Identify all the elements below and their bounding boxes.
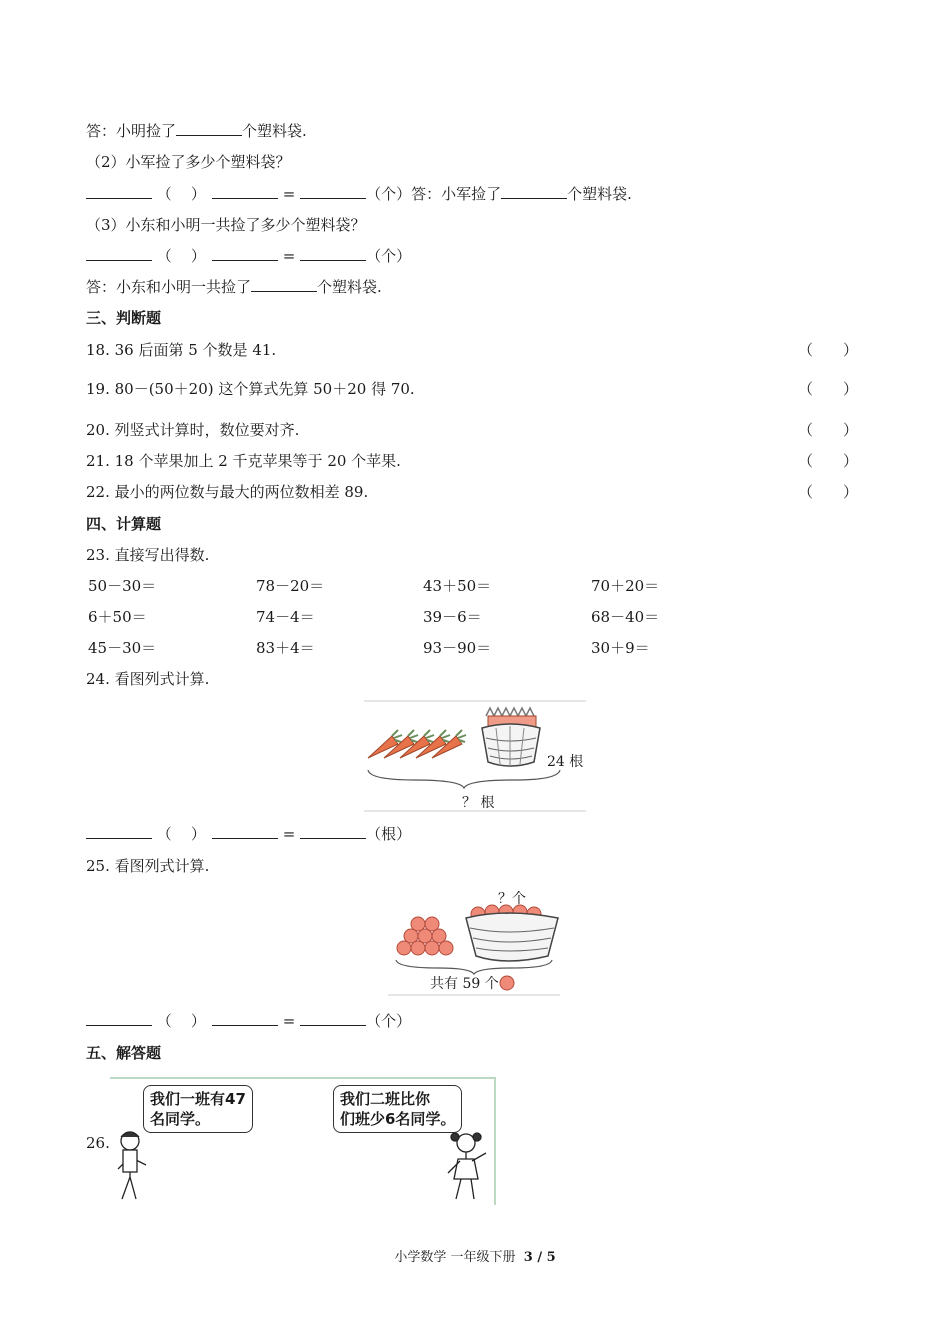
q17-part3-equation: （ ） = （个） — [86, 246, 411, 266]
q24-prompt: 24. 看图列式计算. — [86, 670, 210, 688]
section-title: 三、判断题 — [86, 309, 162, 327]
boy-icon — [118, 1132, 146, 1199]
basket-icon — [466, 905, 558, 961]
equation-blank[interactable] — [86, 246, 152, 261]
calc-item[interactable]: 78－20＝ — [256, 577, 325, 595]
section-title: 四、计算题 — [86, 515, 162, 533]
judge-question: 19. 80－(50＋20) 这个算式先算 50＋20 得 70. — [86, 380, 415, 398]
equation-blank[interactable] — [86, 184, 152, 199]
q26-figure — [110, 1077, 496, 1207]
calc-item[interactable]: 30＋9＝ — [591, 639, 650, 657]
calc-item[interactable]: 70＋20＝ — [591, 577, 660, 595]
equation-blank[interactable] — [300, 184, 366, 199]
calc-item[interactable]: 83＋4＝ — [256, 639, 315, 657]
judge-question: 21. 18 个苹果加上 2 千克苹果等于 20 个苹果. — [86, 452, 401, 470]
q23-prompt: 23. 直接写出得数. — [86, 546, 210, 564]
operator-paren[interactable]: （ ） — [156, 247, 206, 265]
calc-item[interactable]: 50－30＝ — [88, 577, 157, 595]
q24-equation: （ ） = （根） — [86, 824, 411, 844]
calc-item[interactable]: 43＋50＝ — [423, 577, 492, 595]
operator-paren[interactable]: （ ） — [156, 185, 206, 203]
q17-answer-1: 答：小明捡了 个塑料袋. — [86, 122, 307, 140]
judge-answer-box[interactable]: （ ） — [798, 452, 859, 470]
carrot-total-question: ？ 根 — [462, 795, 495, 811]
operator-paren[interactable]: （ ） — [156, 825, 206, 843]
calc-item[interactable]: 6＋50＝ — [88, 608, 147, 626]
girl-speech-bubble: 我们二班比你 们班少6名同学。 — [333, 1085, 462, 1133]
judge-answer-box[interactable]: （ ） — [798, 341, 859, 359]
q25-equation: （ ） = （个） — [86, 1011, 411, 1031]
q17-answer-3: 答：小东和小明一共捡了 个塑料袋. — [86, 278, 382, 296]
calc-item[interactable]: 93－90＝ — [423, 639, 492, 657]
boy-speech-bubble: 我们一班有47 名同学。 — [143, 1085, 253, 1133]
judge-question: 20. 列竖式计算时，数位要对齐. — [86, 421, 300, 439]
answer-blank[interactable] — [501, 184, 567, 199]
equation-blank[interactable] — [86, 1011, 152, 1026]
apple-figure — [388, 888, 560, 996]
answer-blank[interactable] — [176, 121, 242, 136]
q26-number: 26. — [86, 1134, 110, 1152]
calc-item[interactable]: 45－30＝ — [88, 639, 157, 657]
judge-answer-box[interactable]: （ ） — [798, 421, 859, 439]
carrot-count-label: 24 根 — [547, 754, 584, 770]
apple-pile-icon — [397, 917, 453, 955]
equation-blank[interactable] — [300, 1011, 366, 1026]
equation-blank[interactable] — [212, 246, 278, 261]
apple-basket-question: ？个 — [498, 891, 526, 907]
calc-item[interactable]: 39－6＝ — [423, 608, 482, 626]
calc-item[interactable]: 68－40＝ — [591, 608, 660, 626]
judge-question: 18. 36 后面第 5 个数是 41. — [86, 341, 277, 359]
equation-blank[interactable] — [212, 184, 278, 199]
section-title: 五、解答题 — [86, 1044, 162, 1062]
equation-blank[interactable] — [86, 824, 152, 839]
q17-part3-question: （3）小东和小明一共捡了多少个塑料袋？ — [86, 216, 366, 234]
judge-question: 22. 最小的两位数与最大的两位数相差 89. — [86, 483, 369, 501]
answer-blank[interactable] — [251, 277, 317, 292]
q17-part2-question: （2）小军捡了多少个塑料袋？ — [86, 153, 291, 171]
equation-blank[interactable] — [300, 824, 366, 839]
page-footer: 小学数学 一年级下册 3 / 5 — [394, 1250, 556, 1265]
judge-answer-box[interactable]: （ ） — [798, 380, 859, 398]
q17-part2-equation: （ ） = （个）答：小军捡了 个塑料袋. — [86, 184, 632, 204]
basket-icon — [482, 708, 540, 766]
operator-paren[interactable]: （ ） — [156, 1012, 206, 1030]
carrot-figure — [364, 700, 586, 812]
equation-blank[interactable] — [300, 246, 366, 261]
page-number: 3 / 5 — [523, 1250, 556, 1265]
equation-blank[interactable] — [212, 824, 278, 839]
carrot-icon — [368, 730, 402, 758]
judge-answer-box[interactable]: （ ） — [798, 483, 859, 501]
calc-item[interactable]: 74－4＝ — [256, 608, 315, 626]
equation-blank[interactable] — [212, 1011, 278, 1026]
apple-total-label: 共有 59 个 — [430, 976, 499, 992]
girl-icon — [448, 1133, 486, 1199]
q25-prompt: 25. 看图列式计算. — [86, 857, 210, 875]
apple-icon — [500, 976, 514, 990]
